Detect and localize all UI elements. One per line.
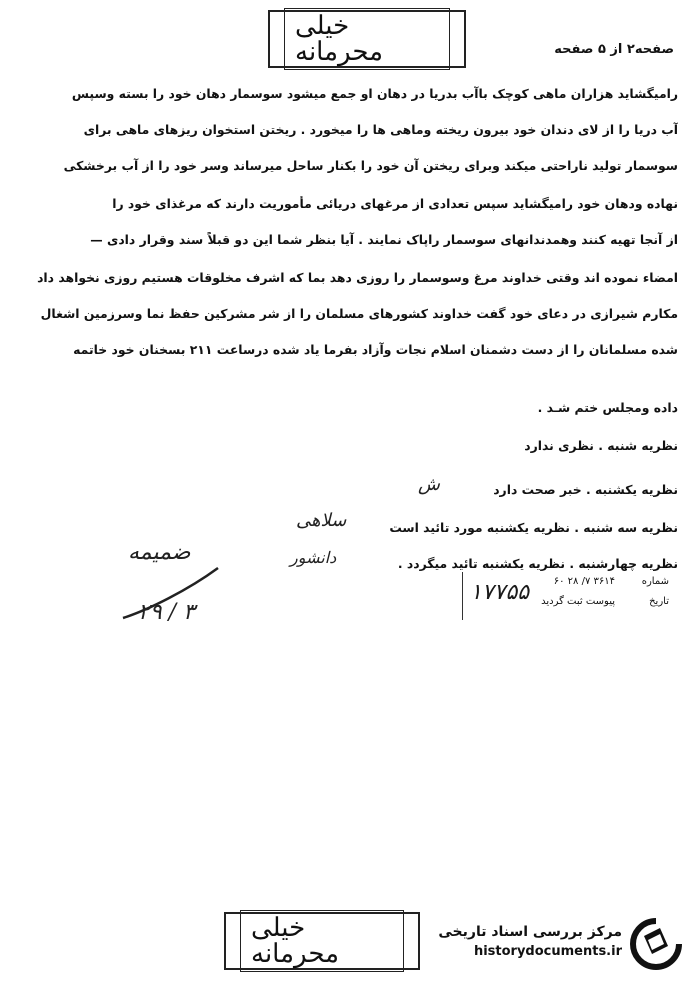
body-line-7: مکارم شیرازی در دعای خود گفت خداوند کشورهای مسلمان را از شر مشرکین حفظ نما وسرزمین اشغال xyxy=(40,306,678,321)
body-line-9: داده ومجلس ختم شـد . xyxy=(537,400,678,415)
body-line-5: از آنجا تهیه کنند وهمدندانهای سوسمار راپاک نمایند . آیا بنظر شما این دو قبلاً سند وقرار دادی — xyxy=(90,232,678,247)
reg-line-1: ۳۶۱۴ ۷/ ۲۸ ۶۰ xyxy=(553,576,615,587)
footer-logo-icon xyxy=(630,918,682,970)
reg-line-2: پیوست ثبت گردید xyxy=(541,596,615,607)
classification-label-bottom: خیلی محرمانه xyxy=(240,910,404,972)
classification-stamp-top xyxy=(268,10,466,68)
page-number: صفحه۲ از ۵ صفحه xyxy=(554,42,674,57)
signature-wednesday: دانشور xyxy=(290,548,337,567)
signature-tuesday: سلاهی xyxy=(296,510,347,531)
reg-date-label: تاریخ xyxy=(649,596,669,607)
body-line-2: آب دریا را از لای دندان خود بیرون ریخته وماهی ها را میخورد . ریختن استخوان ریزهای ماهی برای xyxy=(83,122,678,137)
handwritten-number-left: ۲۹ / ۳ xyxy=(138,600,195,625)
classification-stamp-bottom xyxy=(224,912,420,970)
note-sunday: نظریه یکشنبه . خبر صحت دارد xyxy=(493,482,678,497)
signature-sunday: ش xyxy=(418,474,440,495)
note-tuesday: نظریه سه شنبه . نظریه یکشنبه مورد تائید است xyxy=(389,520,678,535)
footer-watermark xyxy=(438,924,622,959)
note-wednesday: نظریه چهارشنبه . نظریه یکشنبه تائید میگردد . xyxy=(397,556,678,571)
body-line-8: شده مسلمانان را از دست دشمنان اسلام نجات وآزاد بفرما یاد شده درساعت ۲۱۱ بسخنان خود خاتمه xyxy=(73,342,678,357)
body-line-1: رامیگشاید هزاران ماهی کوچک باآب بدریا در دهان او جمع میشود سوسمار دهان خود را بسته وسپس xyxy=(71,86,678,101)
body-line-6: امضاء نموده اند وقتی خداوند مرغ وسوسمار را روزی دهد بما که اشرف مخلوقات هستیم روزی نخواهد داد xyxy=(37,270,678,285)
classification-label-top: خیلی محرمانه xyxy=(284,8,450,70)
reg-number-label: شماره xyxy=(641,576,669,587)
handwritten-registration-number: ۱۷۷۵۵ xyxy=(470,580,530,605)
note-saturday: نظریه شنبه . نظری ندارد xyxy=(524,438,678,453)
body-line-4: نهاده ودهان خود رامیگشاید سپس تعدادی از مرغهای دریائی مأموریت دارند که مرغذای خود را xyxy=(112,196,678,211)
handwritten-word-left: ضمیمه xyxy=(128,540,191,565)
body-line-3: سوسمار تولید ناراحتی میکند وبرای ریختن آن خود را بکنار ساحل میرساند وسر خود را از آب برخشکی xyxy=(63,158,678,173)
footer-url: historydocuments.ir xyxy=(473,944,622,959)
footer-org-name: مرکز بررسی اسناد تاریخی xyxy=(438,924,622,940)
